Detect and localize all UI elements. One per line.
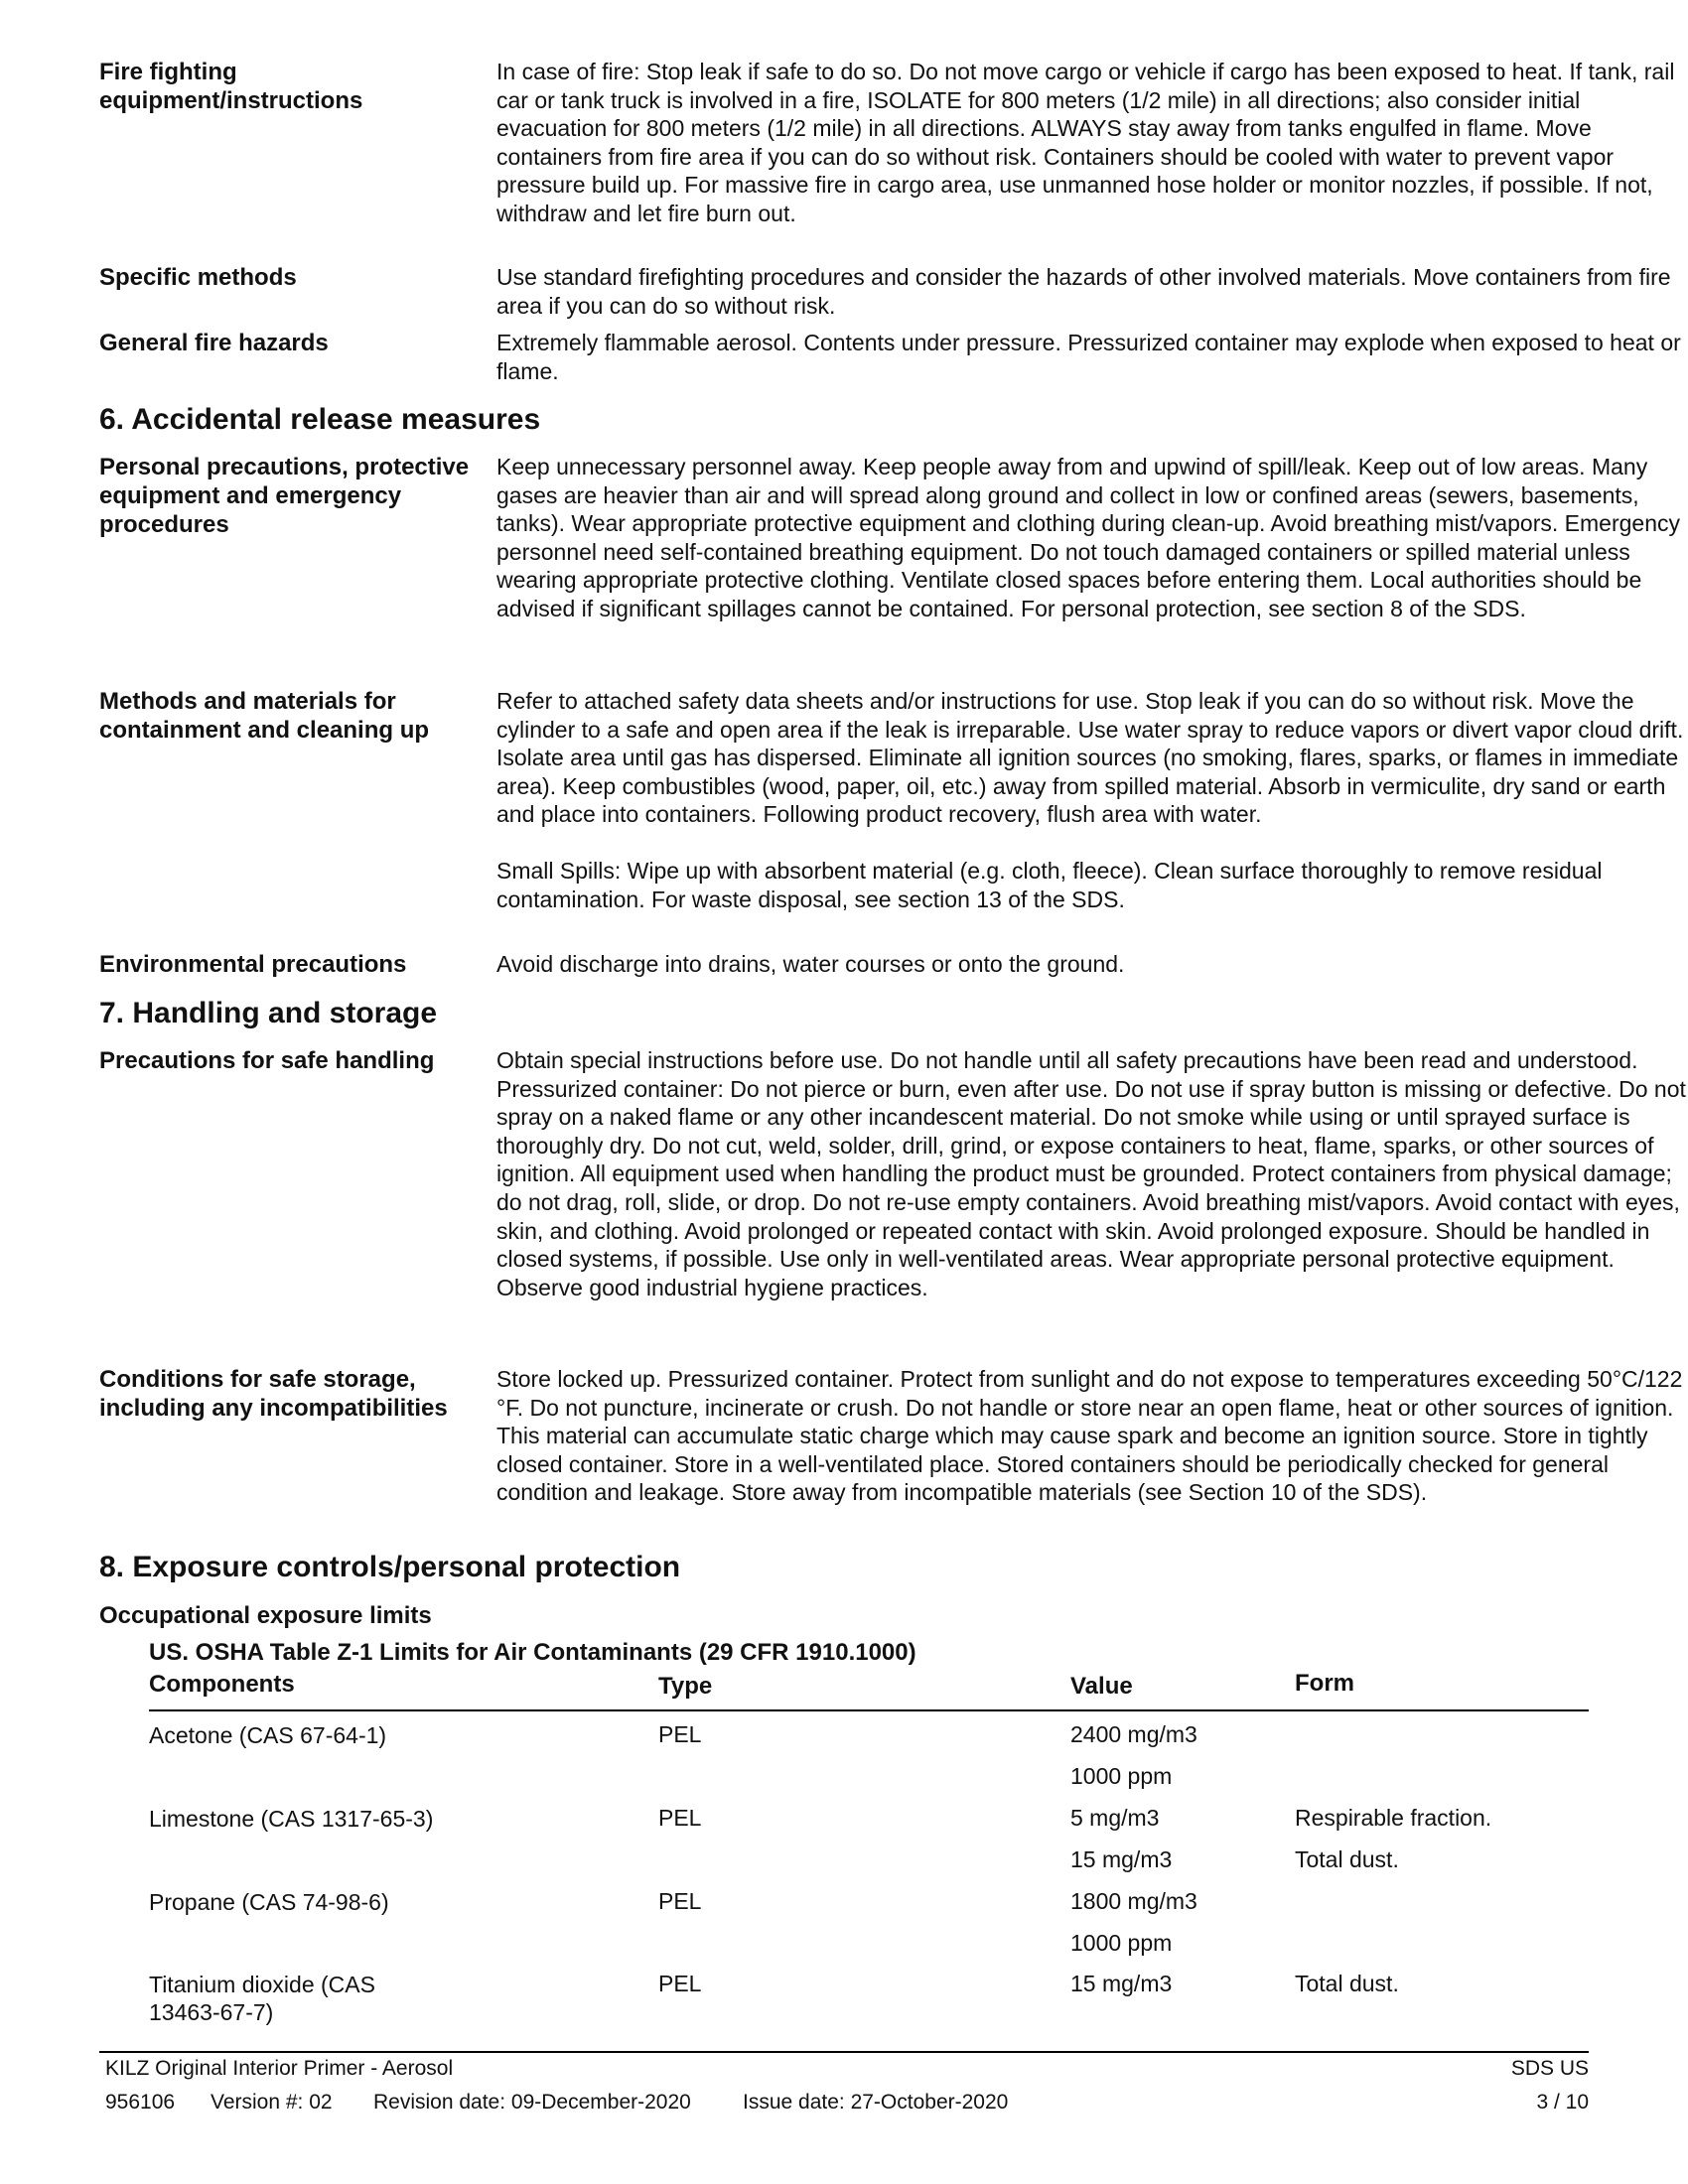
table-cell-value: 1800 mg/m3: [1070, 1888, 1197, 1914]
fire-fighting-text: In case of fire: Stop leak if safe to do so. Do not move cargo or vehicle if cargo has been exposed to heat. If tank, rail car or tank truck is involved in a fire, ISOLATE for 800 meters (1/2 mile) in all directions; also consider initial evacuation for 800 meters (1/2 mile) in all directions. ALWAYS stay away from tanks engulfed in flame. Move containers from fire area if you can do so without risk. Containers should be cooled with water to prevent vapor pressure build up. For massive fire in cargo area, use unmanned hose holder or monitor nozzles, if possible. If not, withdraw and let fire burn out.: [496, 59, 1675, 226]
footer-rule: [99, 2051, 1589, 2053]
containment-text: [496, 687, 1688, 913]
small-spills-paragraph: Small Spills: Wipe up with absorbent material (e.g. cloth, fleece). Clean surface thoroughly to remove residual contamination. For waste disposal, see section 13 of the SDS.: [496, 857, 1603, 912]
section-6-title: 6. Accidental release measures: [99, 403, 541, 436]
specific-methods-text: Use standard firefighting procedures and consider the hazards of other involved materials. Move containers from fire area if you can do so without risk.: [496, 264, 1671, 319]
fire-fighting-label: Fire fighting equipment/instructions: [99, 59, 363, 114]
table-cell-component: Acetone (CAS 67-64-1): [149, 1722, 387, 1748]
table-cell-form: Total dust.: [1295, 1971, 1399, 1996]
section-8-title: 8. Exposure controls/personal protection: [99, 1551, 681, 1583]
table-header-rule: [149, 1709, 1589, 1711]
table-cell-value: 15 mg/m3: [1070, 1846, 1173, 1872]
section-7-title: 7. Handling and storage: [99, 997, 438, 1029]
personal-precautions-label: Personal precautions, protective equipment and emergency procedures: [99, 454, 470, 538]
table-cell-type: PEL: [658, 1721, 702, 1747]
safe-storage-label: Conditions for safe storage, including any incompatibilities: [99, 1366, 448, 1422]
general-fire-hazards-text: Extremely flammable aerosol. Contents under pressure. Pressurized container may explode when exposed to heat or flame.: [496, 330, 1681, 384]
table-cell-component: Limestone (CAS 1317-65-3): [149, 1806, 434, 1832]
footer-revision-date: Revision date: 09-December-2020: [373, 2091, 691, 2114]
table-cell-value: 1000 ppm: [1070, 1930, 1173, 1956]
header-components: Components: [149, 1671, 295, 1698]
table-cell-value: 15 mg/m3: [1070, 1971, 1173, 1996]
footer-issue-date: Issue date: 27-October-2020: [743, 2091, 1009, 2114]
table-cell-form: Respirable fraction.: [1295, 1805, 1492, 1831]
safe-handling-text: Obtain special instructions before use. Do not handle until all safety precautions have been read and understood. Pressurized container: Do not pierce or burn, even after use. Do not use if spray button is missing or defective. Do not spray on a naked flame or any other incandescent material. Do not smoke while using or until sprayed surface is thoroughly dry. Do not cut, weld, solder, drill, grind, or expose containers to heat, flame, sparks, or other sources of ignition. All equipment used when handling the product must be grounded. Protect containers from physical damage; do not drag, roll, slide, or drop. Do not re-use empty containers. Avoid breathing mist/vapors. Avoid contact with eyes, skin, and clothing. Avoid prolonged or repeated contact with skin. Avoid prolonged exposure. Should be handled in closed systems, if possible. Use only in well-ventilated areas. Wear appropriate personal protective equipment. Observe good industrial hygiene practices.: [496, 1047, 1686, 1300]
footer-product-name: KILZ Original Interior Primer - Aerosol: [105, 2057, 454, 2080]
osha-table-title: US. OSHA Table Z-1 Limits for Air Contaminants (29 CFR 1910.1000): [149, 1639, 916, 1666]
personal-precautions-text: Keep unnecessary personnel away. Keep people away from and upwind of spill/leak. Keep out of low areas. Many gases are heavier than air and will spread along ground and collect in low or confined areas (sewers, basements, tanks). Wear appropriate protective equipment and clothing during clean-up. Avoid breathing mist/vapors. Emergency personnel need self-contained breathing equipment. Do not touch damaged containers or spilled material unless wearing appropriate protective clothing. Ventilate closed spaces before entering them. Local authorities should be advised if significant spillages cannot be contained. For personal protection, see section 8 of the SDS.: [496, 454, 1680, 621]
table-cell-type: PEL: [658, 1805, 702, 1831]
header-form: Form: [1295, 1670, 1354, 1697]
containment-paragraph: Refer to attached safety data sheets and/or instructions for use. Stop leak if you can do so without risk. Move the cylinder to a safe and open area if the leak is irreparable. Use water spray to reduce vapors or divert vapor cloud drift. Isolate area until gas has dispersed. Eliminate all ignition sources (no smoking, flares, sparks, or flames in immediate area). Keep combustibles (wood, paper, oil, etc.) away from spilled material. Absorb in vermiculite, dry sand or earth and place into containers. Following product recovery, flush area with water.: [496, 688, 1684, 828]
environmental-label: Environmental precautions: [99, 951, 407, 978]
table-cell-type: PEL: [658, 1888, 702, 1914]
table-cell-value: 1000 ppm: [1070, 1763, 1173, 1789]
footer-doc-type: SDS US: [1510, 2057, 1589, 2080]
safe-handling-label: Precautions for safe handling: [99, 1047, 435, 1074]
table-cell-value: 2400 mg/m3: [1070, 1721, 1197, 1747]
safe-storage-text: Store locked up. Pressurized container. Protect from sunlight and do not expose to temperatures exceeding 50°C/122 °F. Do not puncture, incinerate or crush. Do not handle or store near an open flame, heat or other sources of ignition. This material can accumulate static charge which may cause spark and become an ignition source. Store in tightly closed container. Store in a well-ventilated place. Stored containers should be periodically checked for general condition and leakage. Store away from incompatible materials (see Section 10 of the SDS).: [496, 1366, 1683, 1506]
containment-label: Methods and materials for containment and cleaning up: [99, 688, 430, 744]
footer-product-code: 956106: [105, 2091, 176, 2114]
header-type: Type: [658, 1673, 713, 1700]
table-cell-component: Propane (CAS 74-98-6): [149, 1889, 389, 1915]
specific-methods-label: Specific methods: [99, 264, 297, 291]
footer-version: Version #: 02: [211, 2091, 333, 2114]
header-value: Value: [1070, 1673, 1133, 1700]
table-cell-component: Titanium dioxide (CAS 13463-67-7): [149, 1972, 375, 2025]
occupational-exposure-limits-heading: Occupational exposure limits: [99, 1602, 432, 1629]
table-cell-form: Total dust.: [1295, 1846, 1399, 1872]
environmental-text: Avoid discharge into drains, water courses or onto the ground.: [496, 951, 1125, 977]
general-fire-hazards-label: General fire hazards: [99, 330, 329, 356]
footer-page-number: 3 / 10: [1536, 2091, 1589, 2114]
table-cell-type: PEL: [658, 1971, 702, 1996]
table-cell-value: 5 mg/m3: [1070, 1805, 1160, 1831]
